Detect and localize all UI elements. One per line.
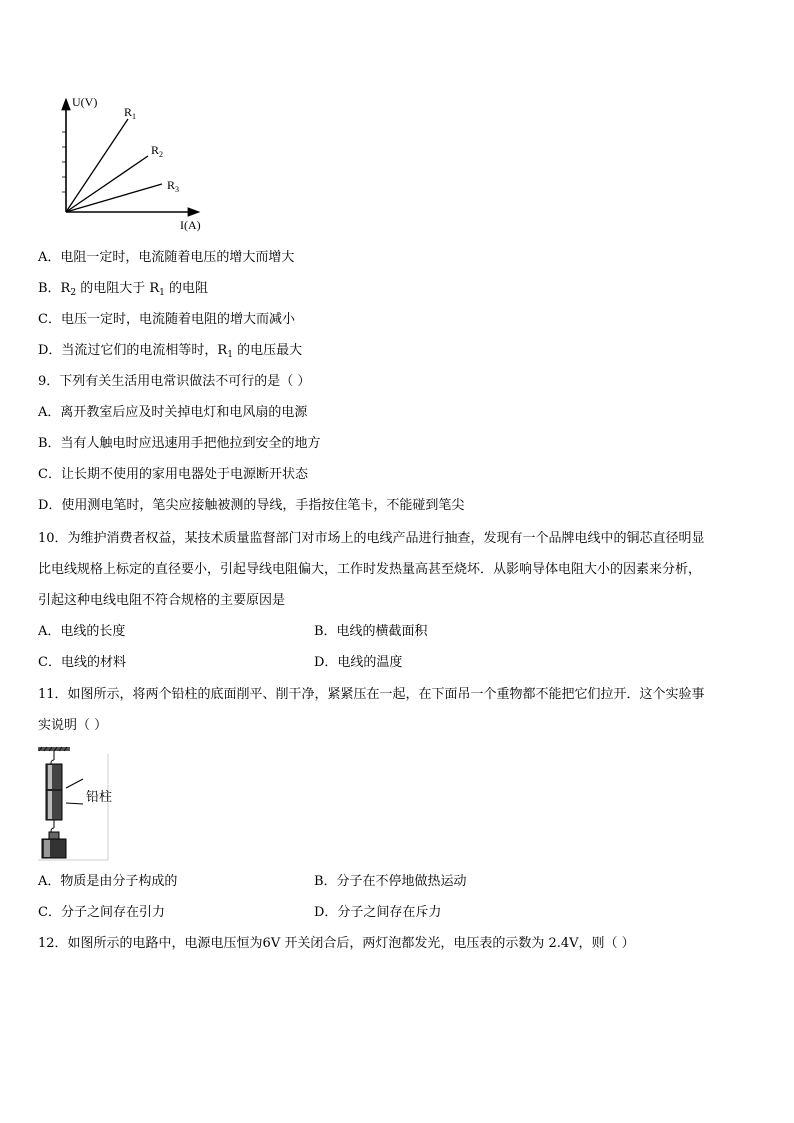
y-axis-label: U(V) — [72, 95, 98, 109]
u-i-graph — [44, 92, 214, 232]
q9-option-d: D．使用测电笔时，笔尖应接触被测的导线，手指按住笔卡，不能碰到笔尖 — [38, 498, 465, 513]
label-r3: $R_3$ — [167, 178, 180, 194]
lead-cylinder-label: 铅柱 — [86, 790, 113, 805]
q10-option-d: D．电线的温度 — [314, 655, 403, 670]
line-r3 — [66, 184, 162, 212]
q8-option-c: C．电压一定时，电流随着电阻的增大而减小 — [38, 312, 295, 327]
q11-stem-line-1: 11．如图所示，将两个铅柱的底面削平、削干净，紧紧压在一起，在下面吊一个重物都不能把它们拉开．这个实验事 — [38, 687, 705, 702]
q11-option-b: B．分子在不停地做热运动 — [314, 874, 467, 889]
x-axis-label: I(A) — [180, 218, 201, 232]
q10-option-c: C．电线的材料 — [38, 655, 126, 670]
q11-option-d: D．分子之间存在斥力 — [314, 905, 442, 920]
lead-cylinders-figure — [36, 746, 116, 862]
weight — [49, 832, 59, 839]
q11-option-a: A．物质是由分子构成的 — [38, 874, 178, 889]
q10-option-a: A．电线的长度 — [38, 624, 126, 639]
q8-option-b: B．$R_2$ 的电阻大于 $R_1$ 的电阻 — [38, 281, 209, 298]
q9-option-a: A．离开教室后应及时关掉电灯和电风扇的电源 — [38, 405, 308, 420]
q11-option-c: C．分子之间存在引力 — [38, 905, 165, 920]
q9-option-b: B．当有人触电时应迅速用手把他拉到安全的地方 — [38, 436, 321, 451]
q10-stem-line-3: 引起这种电线电阻不符合规格的主要原因是 — [38, 593, 286, 608]
q10-option-b: B．电线的横截面积 — [314, 624, 428, 639]
q10-stem-line-2: 比电线规格上标定的直径要小，引起导线电阻偏大，工作时发热量高甚至烧坏．从影响导体电阻大小的因素来分析， — [38, 562, 702, 577]
q8-option-a: A．电阻一定时，电流随着电压的增大而增大 — [38, 250, 295, 265]
line-r1 — [66, 119, 128, 212]
q11-stem-line-2: 实说明（ ） — [38, 718, 108, 733]
q9-stem: 9．下列有关生活用电常识做法不可行的是（ ） — [38, 374, 311, 389]
label-r2: $R_2$ — [151, 143, 164, 159]
line-r2 — [66, 156, 148, 212]
q9-option-c: C．让长期不使用的家用电器处于电源断开状态 — [38, 467, 308, 482]
q10-stem-line-1: 10．为维护消费者权益，某技术质量监督部门对市场上的电线产品进行抽查，发现有一个品牌电线中的铜芯直径明显 — [38, 531, 705, 546]
q12-stem: 12．如图所示的电路中，电源电压恒为6V 开关闭合后，两灯泡都发光，电压表的示数为 2.4V，则（ ） — [38, 936, 635, 951]
label-r1: $R_1$ — [124, 105, 137, 121]
q8-option-d: D．当流过它们的电流相等时，$R_1$ 的电压最大 — [38, 343, 303, 360]
